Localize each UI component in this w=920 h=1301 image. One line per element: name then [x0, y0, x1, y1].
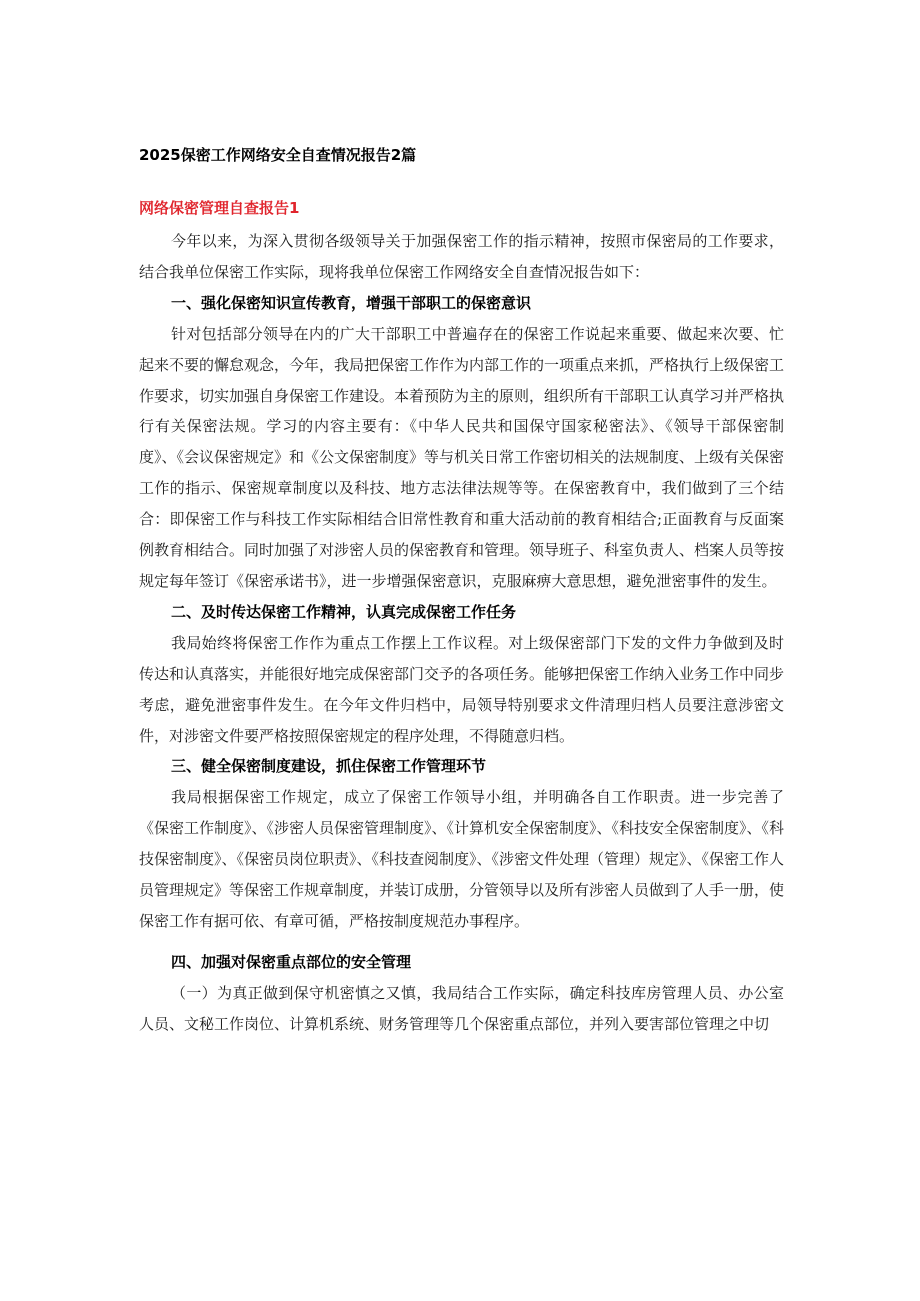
- section-heading-2: 二、及时传达保密工作精神，认真完成保密工作任务: [171, 602, 517, 621]
- section-2-paragraph: 我局始终将保密工作作为重点工作摆上工作议程。对上级保密部门下发的文件力争做到及时传达和认真落实，并能很好地完成保密部门交予的各项任务。能够把保密工作纳入业务工作中同步考虑，避免泄密事件发生。在今年文件归档中，局领导特别要求文件清理归档人员要注意涉密文件，对涉密文件要严格按照保密规定的程序处理，不得随意归档。: [139, 633, 785, 745]
- document-title: 2025保密工作网络安全自查情况报告2篇: [139, 146, 417, 164]
- section-3-paragraph: 我局根据保密工作规定，成立了保密工作领导小组，并明确各自工作职责。进一步完善了《保密工作制度》、《涉密人员保密管理制度》、《计算机安全保密制度》、《科技安全保密制度》、《科技保密制度》、《保密员岗位职责》、《科技查阅制度》、《涉密文件处理（管理）规定》、《保密工作人员管理规定》等保密工作规章制度，并装订成册，分管领导以及所有涉密人员做到了人手一册，使保密工作有据可依、有章可循，严格按制度规范办事程序。: [139, 788, 785, 930]
- section-4-paragraph: （一）为真正做到保守机密慎之又慎，我局结合工作实际，确定科技库房管理人员、办公室人员、文秘工作岗位、计算机系统、财务管理等几个保密重点部位，并列入要害部位管理之中切: [139, 983, 784, 1033]
- section-heading-1: 一、强化保密知识宣传教育，增强干部职工的保密意识: [171, 293, 532, 312]
- intro-paragraph: 今年以来，为深入贯彻各级领导关于加强保密工作的指示精神，按照市保密局的工作要求，结合我单位保密工作实际，现将我单位保密工作网络安全自查情况报告如下：: [139, 232, 784, 281]
- section-heading-3: 三、健全保密制度建设，抓住保密工作管理环节: [171, 757, 487, 776]
- report-subtitle: 网络保密管理自查报告1: [139, 199, 300, 217]
- document-body: [139, 226, 784, 1040]
- section-heading-4: 四、加强对保密重点部位的安全管理: [171, 952, 412, 971]
- section-1-paragraph: 针对包括部分领导在内的广大干部职工中普遍存在的保密工作说起来重要、做起来次要、忙起来不要的懈怠观念，今年，我局把保密工作作为内部工作的一项重点来抓，严格执行上级保密工作要求，切实加强自身保密工作建设。本着预防为主的原则，组织所有干部职工认真学习并严格执行有关保密法规。学习的内容主要有：《中华人民共和国保守国家秘密法》、《领导干部保密制度》、《会议保密规定》和《公文保密制度》等与机关日常工作密切相关的法规制度、上级有关保密工作的指示、保密规章制度以及科技、地方志法律法规等等。在保密教育中，我们做到了三个结合：即保密工作与科技工作实际相结合旧常性教育和重大活动前的教育相结合;正面教育与反面案例教育相结合。同时加强了对涉密人员的保密教育和管理。领导班子、科室负责人、档案人员等按规定每年签订《保密承诺书》，进一步增强保密意识，克服麻痹大意思想，避免泄密事件的发生。: [139, 324, 785, 590]
